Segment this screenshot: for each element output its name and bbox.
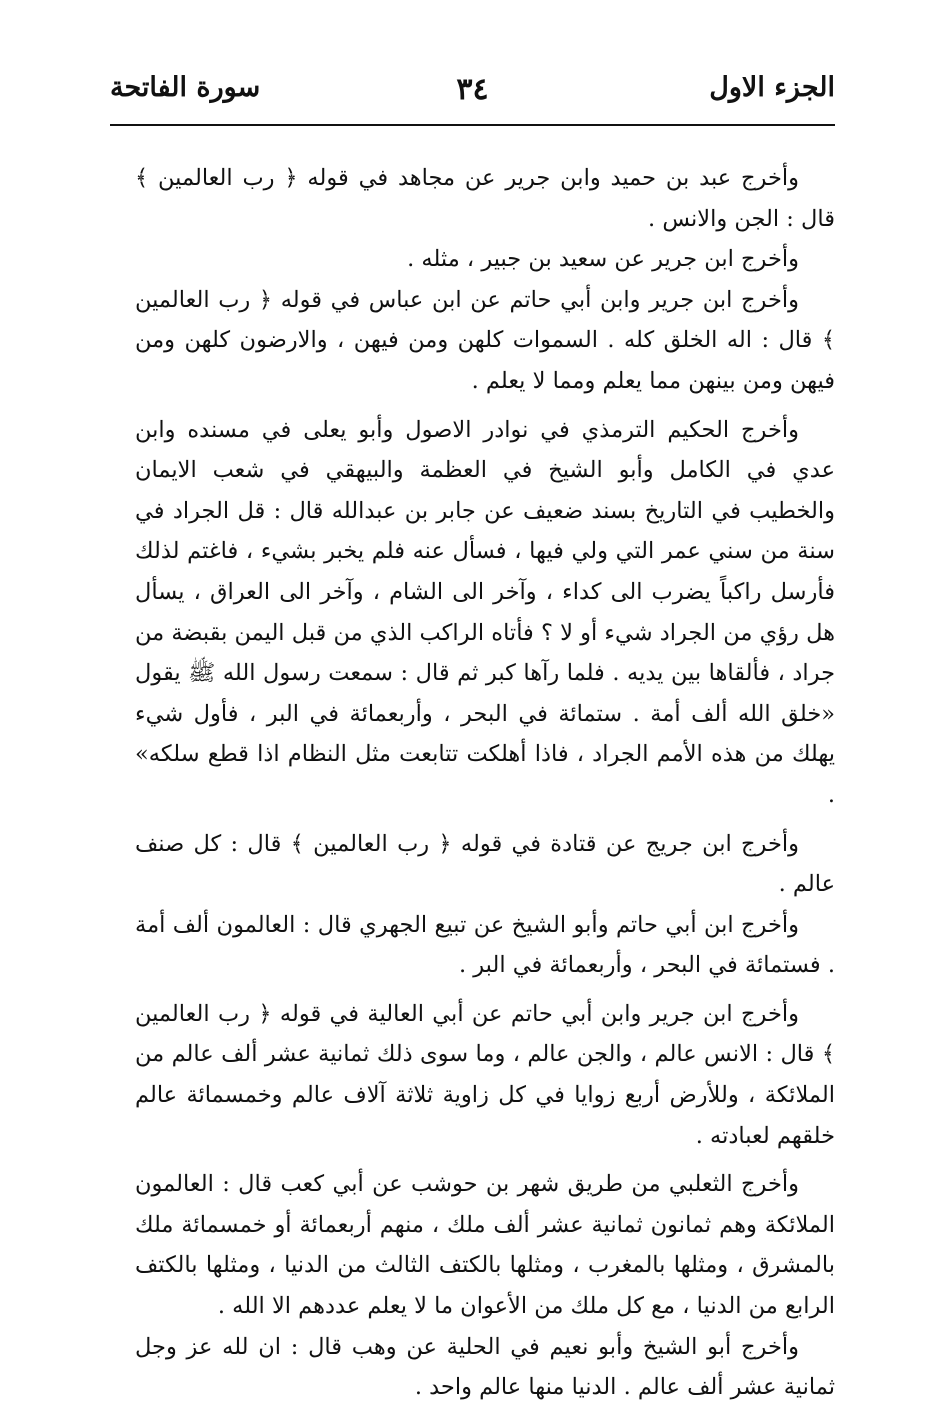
paragraph-1: وأخرج عبد بن حميد وابن جرير عن مجاهد في قوله ﴿ رب العالمين ﴾ قال : الجن والانس .: [135, 165, 835, 232]
paragraph-3: وأخرج ابن جرير وابن أبي حاتم عن ابن عباس في قوله ﴿ رب العالمين ﴾ قال : اله الخلق كله . السموات كلهن ومن فيهن ، والارضون كلهن ومن فيهن ومن بينهن مما يعلم ومما لا يعلم .: [135, 286, 835, 394]
page-header: [110, 72, 835, 120]
paragraph-9: وأخرج أبو الشيخ وأبو نعيم في الحلية عن وهب قال : ان لله عز وجل ثمانية عشر ألف عالم . الدنيا منها عالم واحد .: [135, 1333, 835, 1401]
paragraph-5: وأخرج ابن جريج عن قتادة في قوله ﴿ رب العالمين ﴾ قال : كل صنف عالم .: [135, 830, 835, 898]
paragraph-8: وأخرج الثعلبي من طريق شهر بن حوشب عن أبي كعب قال : العالمون الملائكة وهم ثمانون ثمانية عشر ألف ملك ، منهم أربعمائة أو خمسمائة ملك بالمشرق ، ومثلها بالمغرب ، ومثلها بالكتف الثالث من الدنيا ، ومثلها بالكتف الرابع من الدنيا ، مع كل ملك من الأعوان ما لا يعلم عددهم الا الله .: [135, 1171, 835, 1320]
page-body: [135, 158, 835, 1408]
paragraph-6: وأخرج ابن أبي حاتم وأبو الشيخ عن تبيع الجهري قال : العالمون ألف أمة . فستمائة في البحر ، وأربعمائة في البر .: [135, 911, 835, 979]
paragraph-2: وأخرج ابن جرير عن سعيد بن جبير ، مثله .: [407, 246, 799, 273]
page-number: ٣٤: [456, 72, 489, 107]
paragraph-7: وأخرج ابن جرير وابن أبي حاتم عن أبي العالية في قوله ﴿ رب العالمين ﴾ قال : الانس عالم ، والجن عالم ، وما سوى ذلك ثمانية عشر ألف عالم من الملائكة ، وللأرض أربع زوايا في كل زاوية ثلاثة آلاف عالم وخمسمائة عالم خلقهم لعبادته .: [135, 1000, 835, 1149]
paragraph-4: وأخرج الحكيم الترمذي في نوادر الاصول وأبو يعلى في مسنده وابن عدي في الكامل وأبو الشيخ في العظمة والبيهقي في شعب الايمان والخطيب في التاريخ بسند ضعيف عن جابر بن عبدالله قال : قل الجراد في سنة من سني عمر التي ولي فيها ، فسأل عنه فلم يخبر بشيء ، فاغتم لذلك فأرسل راكباً يضرب الى كداء ، وآخر الى الشام ، وآخر الى العراق ، يسأل هل رؤي من الجراد شيء أو لا ؟ فأتاه الراكب الذي من قبل اليمن بقبضة من جراد ، فألقاها بين يديه . فلما رآها كبر ثم قال : سمعت رسول الله ﷺ يقول «خلق الله ألف أمة . ستمائة في البحر ، وأربعمائة في البر ، فأول شيء يهلك من هذه الأمم الجراد ، فاذا أهلكت تتابعت مثل النظام اذا قطع سلكه» .: [135, 416, 835, 808]
header-rule: [110, 124, 835, 126]
surah-title: سورة الفاتحة: [110, 72, 261, 103]
volume-title: الجزء الاول: [709, 72, 835, 103]
